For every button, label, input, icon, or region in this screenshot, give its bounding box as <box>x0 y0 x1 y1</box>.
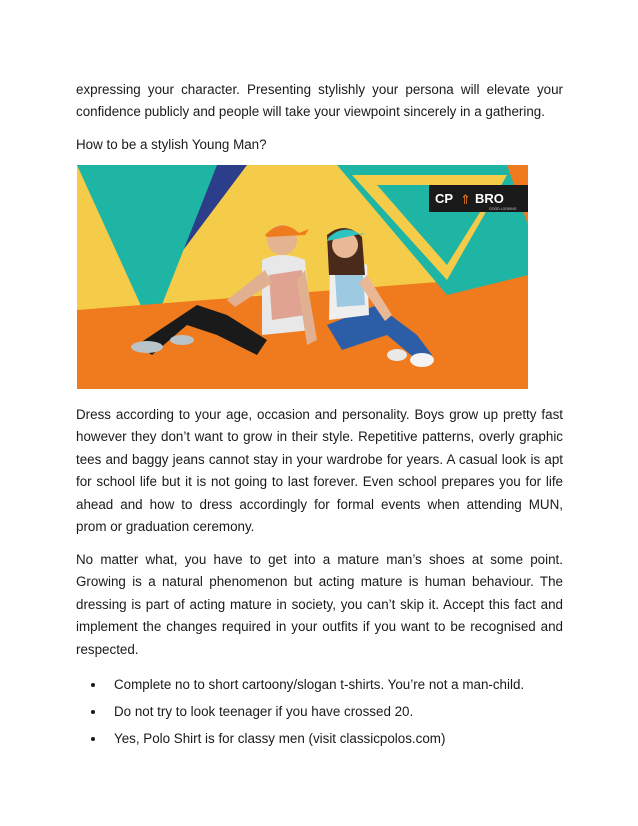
list-item <box>76 701 566 728</box>
paragraph-line: implement the changes required in your outfits if you want to be recognised and <box>76 619 563 635</box>
list-item-text: Do not try to look teenager if you have crossed 20. <box>114 704 414 719</box>
paragraph-line: confidence publicly and people will take your viewpoint sincerely in a gathering. <box>76 104 545 120</box>
paragraph-line: expressing your character. Presenting stylishly your persona will elevate your <box>76 82 563 97</box>
female-shoe-right <box>387 349 407 361</box>
paragraph-line: prom or graduation ceremony. <box>76 519 255 535</box>
section-heading: How to be a stylish Young Man? <box>76 137 267 152</box>
fashion-photo <box>77 165 528 389</box>
list-item <box>76 674 566 701</box>
logo-text-right: BRO <box>475 191 504 206</box>
paragraph-line: ahead and how to dress accordingly for formal events when attending MUN, <box>76 496 563 512</box>
paragraph-line: No matter what, you have to get into a mature man’s shoes at some point. <box>76 552 563 567</box>
bullet-list <box>76 674 566 755</box>
list-item <box>76 728 566 755</box>
paragraph-mature <box>76 549 563 661</box>
paragraph-line: Dress according to your age, occasion and personality. Boys grow up pretty fast <box>76 407 563 422</box>
paragraph-line: tees and baggy jeans cannot stay in your wardrobe for years. A casual look is apt <box>76 451 563 467</box>
logo-arrow: ⇑ <box>460 193 471 208</box>
paragraph-line: dressing is part of acting mature in society, you can’t skip it. Accept this fact and <box>76 596 563 612</box>
logo-text-left: CP <box>435 191 454 206</box>
female-shoe-left <box>410 353 434 367</box>
paragraph-line: however they don’t want to grow in their style. Repetitive patterns, overly graphic <box>76 429 563 445</box>
list-item-text: Yes, Polo Shirt is for classy men (visit classicpolos.com) <box>114 731 446 746</box>
bullet-icon <box>91 710 95 714</box>
logo-tagline: GOOD LOOKING <box>489 207 517 211</box>
paragraph-line: Growing is a natural phenomenon but acting mature is human behaviour. The <box>76 574 563 590</box>
list-item-text: Complete no to short cartoony/slogan t-shirts. You’re not a man-child. <box>114 677 525 692</box>
bullet-icon <box>91 683 95 687</box>
paragraph-line: respected. <box>76 641 139 657</box>
paragraph-line: for school life but it is not going to last forever. Even school prepares you for life <box>76 474 563 490</box>
bullet-icon <box>91 737 95 741</box>
paragraph-dress <box>76 404 563 538</box>
male-shoe-right <box>170 335 194 345</box>
male-shoe-left <box>131 341 163 353</box>
paragraph-intro <box>76 79 563 124</box>
female-shirt-print <box>335 273 365 307</box>
